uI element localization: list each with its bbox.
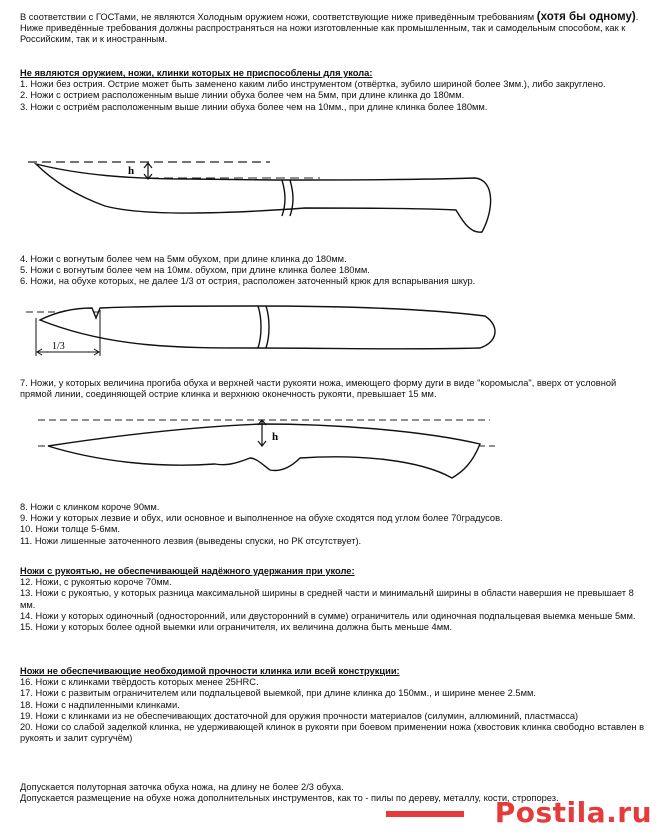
- section-5: [20, 666, 645, 744]
- intro-part2: . Ниже приведённые требования должны распространяться на ножи изготовленные как промышленным, так и самодельным способом, как к Российским, так и к иностранным.: [20, 12, 639, 45]
- knife-drawing-3: [0, 412, 660, 492]
- figure-knife-raised-point: [0, 150, 660, 240]
- knife-drawing-2: [0, 296, 660, 366]
- figure-1-label: h: [128, 165, 135, 177]
- footer-note: Допускается полуторная заточка обуха ножа, на длину не более 2/3 обуха.: [20, 782, 344, 792]
- list-item: 5. Ножи с вогнутым более чем на 10мм. обухом, при длине клинка более 180мм.: [20, 265, 370, 276]
- figure-3-label: h: [272, 431, 279, 443]
- list-item: 14. Ножи у которых одиночный (односторонний, или двусторонний в сумме) ограничитель или одиночная подпальцевая выемка меньше 5мм.: [20, 610, 636, 621]
- section-3: [20, 502, 645, 547]
- list-item: 12. Ножи, с рукоятью короче 70мм.: [20, 577, 172, 588]
- section-1: [20, 68, 645, 113]
- list-item: 1. Ножи без острия. Острие может быть заменено каким либо инструментом (отвёртка, зубило шириной более 3мм.), либо закруглено.: [20, 79, 606, 90]
- figure-knife-hook: [0, 296, 660, 366]
- list-item: 19. Ножи с клинками из не обеспечивающих достаточной для оружия прочности материалов (силумин, аллюминий, пластмасса): [20, 710, 579, 721]
- list-item: 3. Ножи с остриём расположенным выше линии обуха более чем на 10мм., при длине клинка более 180мм.: [20, 101, 488, 112]
- list-item: 6. Ножи, на обухе которых, не далее 1/3 от острия, расположен заточенный крюк для вспарывания шкур.: [20, 276, 476, 287]
- figure-knife-rocker: [0, 412, 660, 492]
- list-item: 16. Ножи с клинками твёрдость которых менее 25HRC.: [20, 677, 259, 688]
- watermark-underline: [386, 811, 464, 817]
- item-7: 7. Ножи, у которых величина прогиба обуха и верхней части рукояти ножа, имеющего форму дуги в виде "коромысла", вверх от условной прямой линии, соединяющей острие клинка и верхнюю оконечность рукояти, превышает 15 мм.: [20, 378, 617, 400]
- section-2: [20, 254, 645, 288]
- list-item: 18. Ножи с надпиленными клинками.: [20, 699, 180, 710]
- section-4-heading: Ножи с рукоятью, не обеспечивающей надёжного удержания при уколе:: [20, 566, 355, 576]
- list-item: 9. Ножи у которых лезвие и обух, или основное и выполненное на обухе сходятся под углом более 70градусов.: [20, 513, 503, 524]
- list-item: 11. Ножи лишенные заточенного лезвия (выведены спуски, но РК отсутствует).: [20, 535, 362, 546]
- list-item: 15. Ножи у которых более одной выемки или ограничителя, их величина должна быть меньше 4мм.: [20, 622, 453, 633]
- list-item: 17. Ножи с развитым ограничителем или подпальцевой выемкой, при длине клинка до 150мм., и ширине менее 2.5мм.: [20, 688, 536, 699]
- list-item: 10. Ножи толще 5-6мм.: [20, 524, 120, 535]
- list-item: 13. Ножи с рукоятью, у которых разница максимальной ширины в средней части и минимальнй ширины в области навершия не превышает 8 мм.: [20, 588, 634, 610]
- figure-2-label: 1/3: [52, 341, 65, 352]
- intro-emphasis: (хотя бы одному): [536, 11, 636, 23]
- intro-part1: В соответствии с ГОСТами, не являются Холодным оружием ножи, соответствующие ниже приведённым требованиям: [20, 12, 537, 22]
- list-item: 20. Ножи со слабой заделкой клинка, не удерживающей клинок в рукояти при боевом применении ножа (хвостовик клинка свободно вставлен в рукоять и залит сургучём): [20, 722, 645, 744]
- list-item: 2. Ножи с острием расположенным выше линии обуха более чем на 5мм, при длине клинка до 180мм.: [20, 90, 465, 101]
- intro-paragraph: [20, 12, 645, 46]
- footer-note: Допускается размещение на обухе ножа дополнительных инструментов, как то - пилы по дереву, металлу, кости, стропорез.: [20, 793, 559, 804]
- watermark-logo: Postila.ru: [494, 796, 652, 829]
- section-5-heading: Ножи не обеспечивающие необходимой прочности клинка или всей конструкции:: [20, 666, 400, 676]
- section-4: [20, 566, 645, 633]
- knife-drawing-1: [0, 150, 660, 240]
- list-item: 8. Ножи с клинком короче 90мм.: [20, 502, 160, 512]
- section-1-heading: Не являются оружием, ножи, клинки которых не приспособлены для укола:: [20, 68, 373, 78]
- list-item: 4. Ножи с вогнутым более чем на 5мм обухом, при длине клинка до 180мм.: [20, 254, 347, 264]
